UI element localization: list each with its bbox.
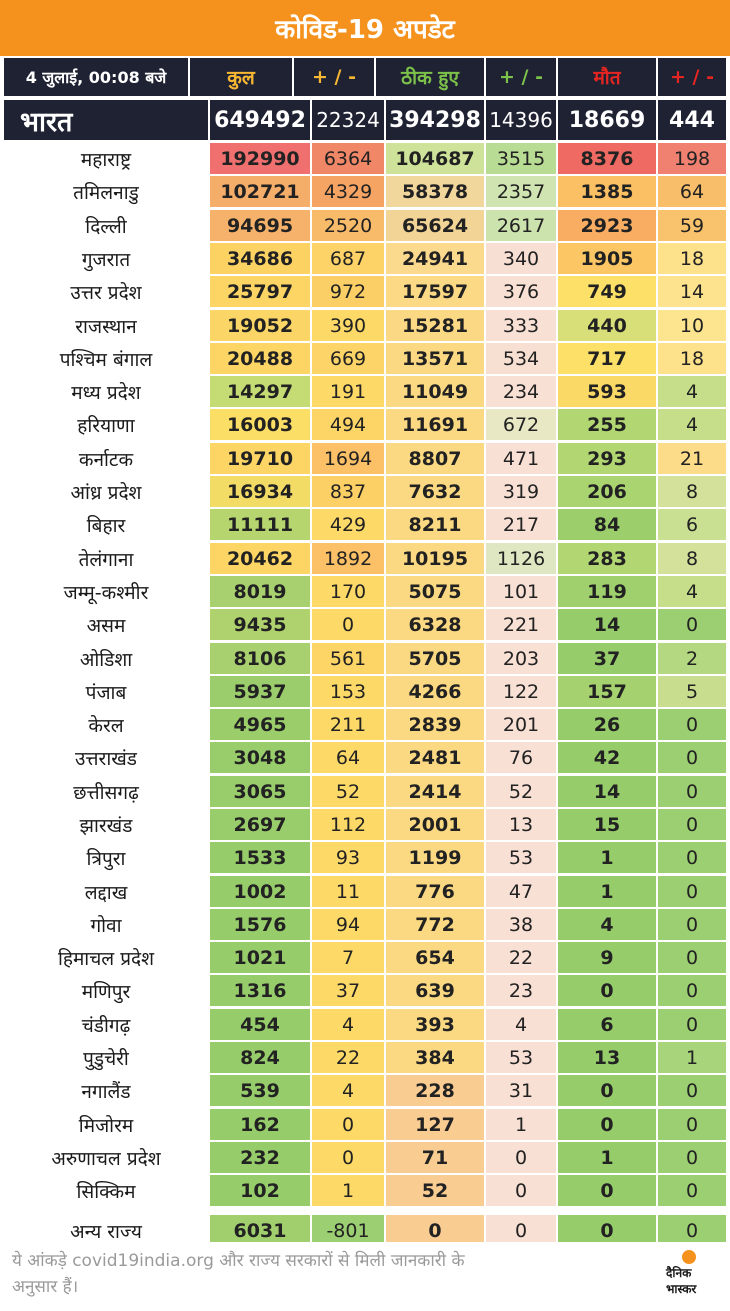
state-name: पंजाब: [4, 676, 208, 707]
state-name: गोवा: [4, 909, 208, 940]
cell-total: 8019: [210, 576, 310, 607]
cell-deaths-delta: 59: [658, 210, 726, 241]
state-name: सिक्किम: [4, 1175, 208, 1206]
cell-total: 824: [210, 1042, 310, 1073]
cell-total-delta: 64: [312, 742, 384, 773]
cell-deaths: 9: [558, 942, 656, 973]
cell-deaths: 440: [558, 310, 656, 341]
state-name: त्रिपुरा: [4, 842, 208, 873]
cell-recovered-delta: 52: [486, 776, 556, 807]
cell-recovered-delta: 31: [486, 1075, 556, 1106]
cell-total-delta: 94: [312, 909, 384, 940]
cell-total: 192990: [210, 143, 310, 174]
cell-deaths-delta: 0: [658, 1142, 726, 1173]
cell-recovered: 52: [386, 1175, 484, 1206]
state-name: झारखंड: [4, 809, 208, 840]
cell-recovered: 5705: [386, 643, 484, 674]
table-row: [0, 974, 730, 1006]
cell-recovered-delta: 319: [486, 476, 556, 507]
cell-recovered: 17597: [386, 276, 484, 307]
cell-recovered: 6328: [386, 609, 484, 640]
state-name: दिल्ली: [4, 210, 208, 241]
cell-deaths-delta: 64: [658, 176, 726, 207]
logo-text-1: दैनिक: [666, 1266, 692, 1280]
state-name: मणिपुर: [4, 975, 208, 1006]
cell-recovered: 8211: [386, 509, 484, 540]
india-deaths-delta: 444: [658, 100, 726, 140]
cell-deaths: 749: [558, 276, 656, 307]
cell-deaths-delta: 0: [658, 1075, 726, 1106]
table-row: [0, 741, 730, 773]
table-row: [0, 275, 730, 307]
cell-recovered-delta: 201: [486, 709, 556, 740]
logo-sun-icon: [682, 1250, 696, 1264]
cell-deaths-delta: 14: [658, 276, 726, 307]
table-row: [0, 875, 730, 907]
cell-total: 454: [210, 1009, 310, 1040]
cell-recovered-delta: 22: [486, 942, 556, 973]
cell-deaths-delta: 5: [658, 676, 726, 707]
cell-deaths: 14: [558, 609, 656, 640]
header-total: कुल: [190, 58, 292, 96]
cell-total: 5937: [210, 676, 310, 707]
cell-total: 162: [210, 1109, 310, 1140]
table-row: [0, 209, 730, 241]
cell-recovered: 11691: [386, 409, 484, 440]
cell-recovered-delta: 47: [486, 876, 556, 907]
cell-deaths: 6: [558, 1009, 656, 1040]
cell-total-delta: 4: [312, 1075, 384, 1106]
cell-deaths-delta: 10: [658, 310, 726, 341]
cell-total: 19052: [210, 310, 310, 341]
state-name: हिमाचल प्रदेश: [4, 942, 208, 973]
cell-deaths: 42: [558, 742, 656, 773]
cell-total: 19710: [210, 443, 310, 474]
cell-recovered-delta: 76: [486, 742, 556, 773]
cell-deaths-delta: 8: [658, 543, 726, 574]
cell-recovered-delta: 333: [486, 310, 556, 341]
cell-total: 9435: [210, 609, 310, 640]
table-header: [0, 56, 730, 98]
dainik-bhaskar-logo: [662, 1250, 718, 1300]
table-row: [0, 508, 730, 540]
cell-total: 102721: [210, 176, 310, 207]
cell-recovered-delta: 13: [486, 809, 556, 840]
cell-deaths-delta: 18: [658, 343, 726, 374]
table-row: [0, 608, 730, 640]
cell-total-delta: 687: [312, 243, 384, 274]
cell-deaths-delta: 4: [658, 376, 726, 407]
cell-deaths: 255: [558, 409, 656, 440]
source-note: ये आंकड़े covid19india.org और राज्य सरकारों से मिली जानकारी के अनुसार हैं।: [12, 1251, 465, 1297]
cell-total: 1533: [210, 842, 310, 873]
india-label: भारत: [4, 100, 208, 140]
cell-total: 102: [210, 1175, 310, 1206]
table-row: [0, 242, 730, 274]
india-total-row: [0, 98, 730, 142]
cell-deaths: 593: [558, 376, 656, 407]
header-total-delta: + / -: [294, 58, 374, 96]
cell-recovered: 71: [386, 1142, 484, 1173]
header-recovered-delta: + / -: [486, 58, 556, 96]
cell-deaths: 37: [558, 643, 656, 674]
state-name: तेलंगाना: [4, 543, 208, 574]
cell-recovered: 127: [386, 1109, 484, 1140]
table-row: [0, 542, 730, 574]
table-row: [0, 375, 730, 407]
state-name: ओडिशा: [4, 643, 208, 674]
cell-total-delta: 837: [312, 476, 384, 507]
cell-deaths-delta: 4: [658, 576, 726, 607]
cell-total-delta: 0: [312, 1109, 384, 1140]
cell-deaths: 717: [558, 343, 656, 374]
cell-recovered: 772: [386, 909, 484, 940]
cell-deaths: 1: [558, 1142, 656, 1173]
cell-deaths: 0: [558, 1109, 656, 1140]
cell-deaths: 1905: [558, 243, 656, 274]
table-row: [0, 475, 730, 507]
cell-total-delta: 153: [312, 676, 384, 707]
table-row: [0, 1041, 730, 1073]
cell-total: 2697: [210, 809, 310, 840]
cell-recovered-delta: 1126: [486, 543, 556, 574]
cell-total-delta: 93: [312, 842, 384, 873]
cell-deaths: 0: [558, 1175, 656, 1206]
cell-recovered-delta: 2357: [486, 176, 556, 207]
cell-deaths-delta: 0: [658, 942, 726, 973]
cell-recovered-delta: 376: [486, 276, 556, 307]
table-row: [0, 1108, 730, 1140]
state-name: छत्तीसगढ़: [4, 776, 208, 807]
state-name: कर्नाटक: [4, 443, 208, 474]
cell-deaths-delta: 8: [658, 476, 726, 507]
table-row: [0, 309, 730, 341]
cell-recovered: 639: [386, 975, 484, 1006]
cell-total-delta: 4329: [312, 176, 384, 207]
cell-total-delta: 561: [312, 643, 384, 674]
cell-total-delta: 37: [312, 975, 384, 1006]
cell-deaths: 8376: [558, 143, 656, 174]
cell-total-delta: 7: [312, 942, 384, 973]
state-name: लद्दाख: [4, 876, 208, 907]
cell-recovered: 10195: [386, 543, 484, 574]
state-name: अरुणाचल प्रदेश: [4, 1142, 208, 1173]
cell-recovered: 2414: [386, 776, 484, 807]
cell-total: 3048: [210, 742, 310, 773]
cell-deaths: 84: [558, 509, 656, 540]
cell-recovered: 654: [386, 942, 484, 973]
table-row: [0, 175, 730, 207]
state-name: मिजोरम: [4, 1109, 208, 1140]
cell-total-delta: 4: [312, 1009, 384, 1040]
table-row: [0, 908, 730, 940]
header-deaths: मौत: [558, 58, 656, 96]
india-deaths: 18669: [558, 100, 656, 140]
cell-recovered: 2001: [386, 809, 484, 840]
cell-recovered-delta: 53: [486, 1042, 556, 1073]
cell-deaths-delta: 0: [658, 1109, 726, 1140]
cell-total-delta: 972: [312, 276, 384, 307]
cell-total: 1021: [210, 942, 310, 973]
cell-recovered: 5075: [386, 576, 484, 607]
table-row: [0, 442, 730, 474]
cell-recovered: 4266: [386, 676, 484, 707]
logo-text-2: भास्कर: [666, 1282, 697, 1296]
cell-total-delta: 1694: [312, 443, 384, 474]
cell-total-delta: 6364: [312, 143, 384, 174]
cell-total-delta: 170: [312, 576, 384, 607]
cell-total-delta: 112: [312, 809, 384, 840]
cell-recovered-delta: 0: [486, 1175, 556, 1206]
cell-recovered-delta: 23: [486, 975, 556, 1006]
cell-recovered: 228: [386, 1075, 484, 1106]
cell-recovered: 8807: [386, 443, 484, 474]
cell-deaths-delta: 4: [658, 409, 726, 440]
india-recovered-delta: 14396: [486, 100, 556, 140]
state-name: महाराष्ट्र: [4, 143, 208, 174]
table-row: [0, 708, 730, 740]
cell-deaths-delta: 198: [658, 143, 726, 174]
cell-recovered-delta: 53: [486, 842, 556, 873]
state-name: आंध्र प्रदेश: [4, 476, 208, 507]
cell-total-delta: -801: [312, 1215, 384, 1246]
cell-deaths: 4: [558, 909, 656, 940]
cell-deaths: 206: [558, 476, 656, 507]
cell-recovered: 393: [386, 1009, 484, 1040]
cell-total: 25797: [210, 276, 310, 307]
cell-deaths: 1385: [558, 176, 656, 207]
cell-total-delta: 22: [312, 1042, 384, 1073]
header-deaths-delta: + / -: [658, 58, 726, 96]
table-row: [0, 1141, 730, 1173]
cell-recovered: 24941: [386, 243, 484, 274]
cell-deaths-delta: 1: [658, 1042, 726, 1073]
state-name: पुडुचेरी: [4, 1042, 208, 1073]
table-row: [0, 1008, 730, 1040]
cell-total-delta: 390: [312, 310, 384, 341]
cell-deaths-delta: 0: [658, 975, 726, 1006]
cell-total-delta: 1: [312, 1175, 384, 1206]
cell-recovered-delta: 101: [486, 576, 556, 607]
cell-total: 20488: [210, 343, 310, 374]
page-title: कोविड-19 अपडेट: [0, 0, 730, 56]
cell-deaths-delta: 0: [658, 876, 726, 907]
cell-total-delta: 669: [312, 343, 384, 374]
cell-recovered: 65624: [386, 210, 484, 241]
state-name: पश्चिम बंगाल: [4, 343, 208, 374]
cell-total: 16003: [210, 409, 310, 440]
state-name: गुजरात: [4, 243, 208, 274]
cell-recovered-delta: 203: [486, 643, 556, 674]
state-name: नगालैंड: [4, 1075, 208, 1106]
cell-deaths: 1: [558, 876, 656, 907]
cell-deaths: 14: [558, 776, 656, 807]
cell-deaths: 26: [558, 709, 656, 740]
cell-total-delta: 211: [312, 709, 384, 740]
cell-recovered: 11049: [386, 376, 484, 407]
cell-deaths: 15: [558, 809, 656, 840]
cell-recovered-delta: 234: [486, 376, 556, 407]
state-name: उत्तर प्रदेश: [4, 276, 208, 307]
state-name: जम्मू-कश्मीर: [4, 576, 208, 607]
cell-deaths-delta: 0: [658, 1009, 726, 1040]
cell-recovered: 1199: [386, 842, 484, 873]
table-row: [0, 1174, 730, 1206]
cell-recovered-delta: 0: [486, 1215, 556, 1246]
cell-total: 1002: [210, 876, 310, 907]
table-row: [0, 841, 730, 873]
cell-recovered: 104687: [386, 143, 484, 174]
cell-recovered-delta: 122: [486, 676, 556, 707]
state-name: उत्तराखंड: [4, 742, 208, 773]
cell-recovered-delta: 3515: [486, 143, 556, 174]
cell-recovered: 776: [386, 876, 484, 907]
cell-deaths-delta: 0: [658, 742, 726, 773]
cell-deaths: 0: [558, 975, 656, 1006]
cell-deaths-delta: 21: [658, 443, 726, 474]
state-name: हरियाणा: [4, 409, 208, 440]
cell-recovered-delta: 1: [486, 1109, 556, 1140]
cell-deaths: 293: [558, 443, 656, 474]
cell-recovered-delta: 471: [486, 443, 556, 474]
cell-total: 1316: [210, 975, 310, 1006]
cell-recovered: 13571: [386, 343, 484, 374]
cell-recovered: 15281: [386, 310, 484, 341]
cell-recovered-delta: 4: [486, 1009, 556, 1040]
cell-total: 16934: [210, 476, 310, 507]
table-row: [0, 342, 730, 374]
cell-total-delta: 0: [312, 1142, 384, 1173]
state-name: असम: [4, 609, 208, 640]
cell-recovered-delta: 38: [486, 909, 556, 940]
cell-deaths-delta: 0: [658, 1175, 726, 1206]
cell-deaths-delta: 0: [658, 842, 726, 873]
cell-total-delta: 429: [312, 509, 384, 540]
cell-total-delta: 191: [312, 376, 384, 407]
table-row: [0, 941, 730, 973]
cell-deaths-delta: 0: [658, 709, 726, 740]
cell-total: 11111: [210, 509, 310, 540]
table-row: [0, 575, 730, 607]
cell-deaths: 1: [558, 842, 656, 873]
cell-recovered-delta: 2617: [486, 210, 556, 241]
table-row: [0, 142, 730, 174]
cell-recovered-delta: 221: [486, 609, 556, 640]
cell-total-delta: 1892: [312, 543, 384, 574]
table-row: [0, 775, 730, 807]
cell-total: 4965: [210, 709, 310, 740]
cell-recovered-delta: 340: [486, 243, 556, 274]
india-total: 649492: [210, 100, 310, 140]
cell-deaths-delta: 0: [658, 809, 726, 840]
table-row: [0, 808, 730, 840]
footer: [0, 1242, 730, 1311]
cell-total-delta: 52: [312, 776, 384, 807]
state-name: मध्य प्रदेश: [4, 376, 208, 407]
cell-total: 6031: [210, 1215, 310, 1246]
india-recovered: 394298: [386, 100, 484, 140]
cell-deaths: 283: [558, 543, 656, 574]
state-name: अन्य राज्य: [4, 1215, 208, 1246]
cell-total: 1576: [210, 909, 310, 940]
india-total-delta: 22324: [312, 100, 384, 140]
cell-deaths: 0: [558, 1075, 656, 1106]
cell-deaths-delta: 18: [658, 243, 726, 274]
update-time: 4 जुलाई, 00:08 बजे: [4, 58, 188, 96]
cell-deaths: 2923: [558, 210, 656, 241]
state-name: चंडीगढ़: [4, 1009, 208, 1040]
cell-total: 34686: [210, 243, 310, 274]
state-name: तमिलनाडु: [4, 176, 208, 207]
cell-recovered: 2839: [386, 709, 484, 740]
cell-total-delta: 11: [312, 876, 384, 907]
cell-deaths-delta: 6: [658, 509, 726, 540]
cell-deaths-delta: 0: [658, 1215, 726, 1246]
cell-deaths-delta: 2: [658, 643, 726, 674]
cell-deaths: 119: [558, 576, 656, 607]
cell-deaths-delta: 0: [658, 776, 726, 807]
state-name: बिहार: [4, 509, 208, 540]
cell-recovered: 384: [386, 1042, 484, 1073]
cell-deaths: 157: [558, 676, 656, 707]
cell-deaths: 0: [558, 1215, 656, 1246]
cell-recovered: 7632: [386, 476, 484, 507]
header-recovered: ठीक हुए: [376, 58, 484, 96]
cell-deaths-delta: 0: [658, 909, 726, 940]
cell-total-delta: 0: [312, 609, 384, 640]
cell-total: 3065: [210, 776, 310, 807]
cell-recovered-delta: 0: [486, 1142, 556, 1173]
cell-total-delta: 2520: [312, 210, 384, 241]
cell-total: 8106: [210, 643, 310, 674]
cell-deaths: 13: [558, 1042, 656, 1073]
cell-total: 539: [210, 1075, 310, 1106]
cell-recovered: 58378: [386, 176, 484, 207]
state-name: राजस्थान: [4, 310, 208, 341]
cell-total: 20462: [210, 543, 310, 574]
cell-total: 94695: [210, 210, 310, 241]
table-row: [0, 675, 730, 707]
table-row: [0, 642, 730, 674]
cell-deaths-delta: 0: [658, 609, 726, 640]
cell-total: 14297: [210, 376, 310, 407]
table-row: [0, 1074, 730, 1106]
cell-recovered-delta: 217: [486, 509, 556, 540]
cell-recovered: 0: [386, 1215, 484, 1246]
cell-total: 232: [210, 1142, 310, 1173]
cell-recovered-delta: 672: [486, 409, 556, 440]
state-name: केरल: [4, 709, 208, 740]
table-row: [0, 408, 730, 440]
cell-recovered-delta: 534: [486, 343, 556, 374]
cell-recovered: 2481: [386, 742, 484, 773]
cell-total-delta: 494: [312, 409, 384, 440]
